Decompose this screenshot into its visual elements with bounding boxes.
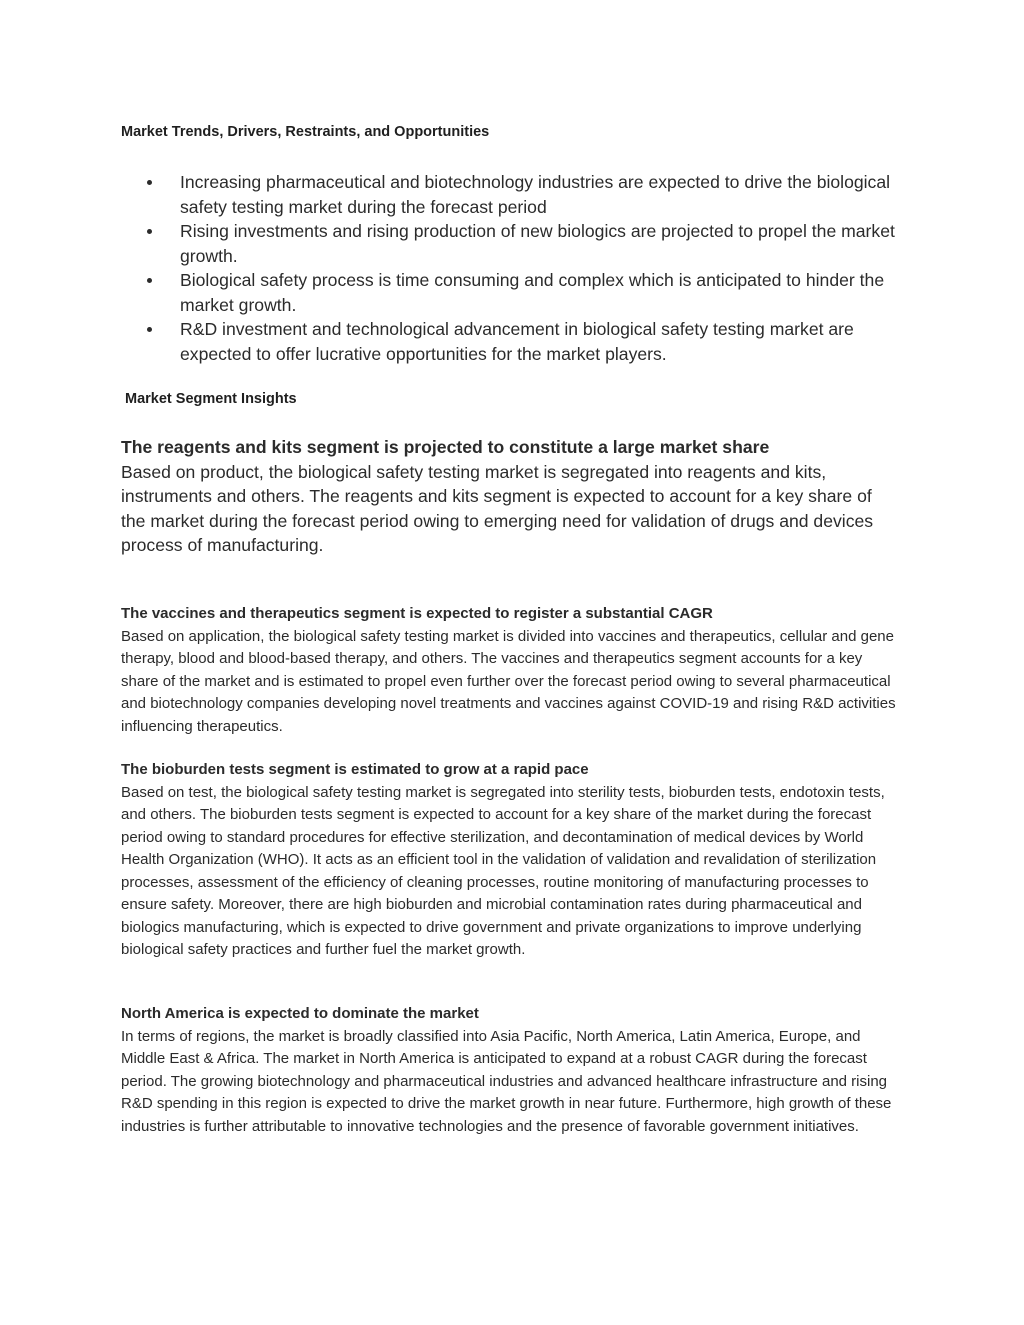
reagents-section (121, 435, 901, 558)
reagents-text: Based on product, the biological safety testing market is segregated into reagents and kits, instruments and others. The reagents and kits segment is expected to account for a key share of the market during the forecast period owing to emerging need for validation of drugs and devices process of manufacturing. (121, 461, 874, 555)
vaccines-text: Based on application, the biological safety testing market is divided into vaccines and therapeutics, cellular and gene therapy, blood and blood-based therapy, and others. The vaccines and therapeutics segment accounts for a key share of the market and is estimated to propel even further over the forecast period owing to several pharmaceutical and biotechnology companies developing novel treatments and vaccines against COVID-19 and rising R&D activities influencing therapeutics. (121, 627, 896, 735)
reagents-title: The reagents and kits segment is projected to constitute a large market share (121, 437, 770, 457)
north-america-section (121, 1003, 901, 1138)
bullet-item (121, 219, 901, 268)
vaccines-section (121, 603, 901, 738)
bullet-dot-icon (147, 180, 152, 185)
vaccines-title: The vaccines and therapeutics segment is expected to register a substantial CAGR (121, 605, 713, 622)
north-america-text: In terms of regions, the market is broadly classified into Asia Pacific, North America, Latin America, Europe, and Middle East & Africa. The market in North America is anticipated to expand at a robust CAGR during the forecast period. The growing biotechnology and pharmaceutical industries and advanced healthcare infrastructure and rising R&D spending in this region is expected to drive the market growth in near future. Furthermore, high growth of these industries is further attributable to innovative technologies and the presence of favorable government initiatives. (121, 1027, 892, 1135)
bioburden-text: Based on test, the biological safety testing market is segregated into sterility tests, bioburden tests, endotoxin tests, and others. The bioburden tests segment is expected to account for a key share of the market during the forecast period owing to standard procedures for effective sterilization, and decontamination of medical devices by World Health Organization (WHO). It acts as an efficient tool in the validation of validation and revalidation of sterilization processes, assessment of the efficiency of cleaning processes, routine monitoring of manufacturing processes to ensure safety. Moreover, there are high bioburden and microbial contamination rates during pharmaceutical and biologics manufacturing, which is expected to drive government and private organizations to improve underlying biological safety practices and further fuel the market growth. (121, 783, 885, 958)
trends-bullet-list (121, 170, 901, 366)
bullet-dot-icon (147, 229, 152, 234)
bullet-item (121, 268, 901, 317)
bullet-item (121, 317, 901, 366)
bullet-dot-icon (147, 327, 152, 332)
bioburden-section (121, 759, 901, 962)
bioburden-title: The bioburden tests segment is estimated to grow at a rapid pace (121, 761, 589, 778)
bullet-text: Rising investments and rising production of new biologics are projected to propel the market growth. (180, 221, 895, 266)
bullet-text: R&D investment and technological advancement in biological safety testing market are expected to offer lucrative opportunities for the market players. (180, 319, 854, 364)
bullet-text: Increasing pharmaceutical and biotechnology industries are expected to drive the biological safety testing market during the forecast period (180, 172, 891, 217)
bullet-text: Biological safety process is time consuming and complex which is anticipated to hinder the market growth. (180, 270, 885, 315)
segment-heading: Market Segment Insights (125, 391, 297, 407)
bullet-item (121, 170, 901, 219)
north-america-title: North America is expected to dominate the market (121, 1005, 479, 1022)
trends-heading: Market Trends, Drivers, Restraints, and Opportunities (121, 124, 490, 140)
bullet-dot-icon (147, 278, 152, 283)
